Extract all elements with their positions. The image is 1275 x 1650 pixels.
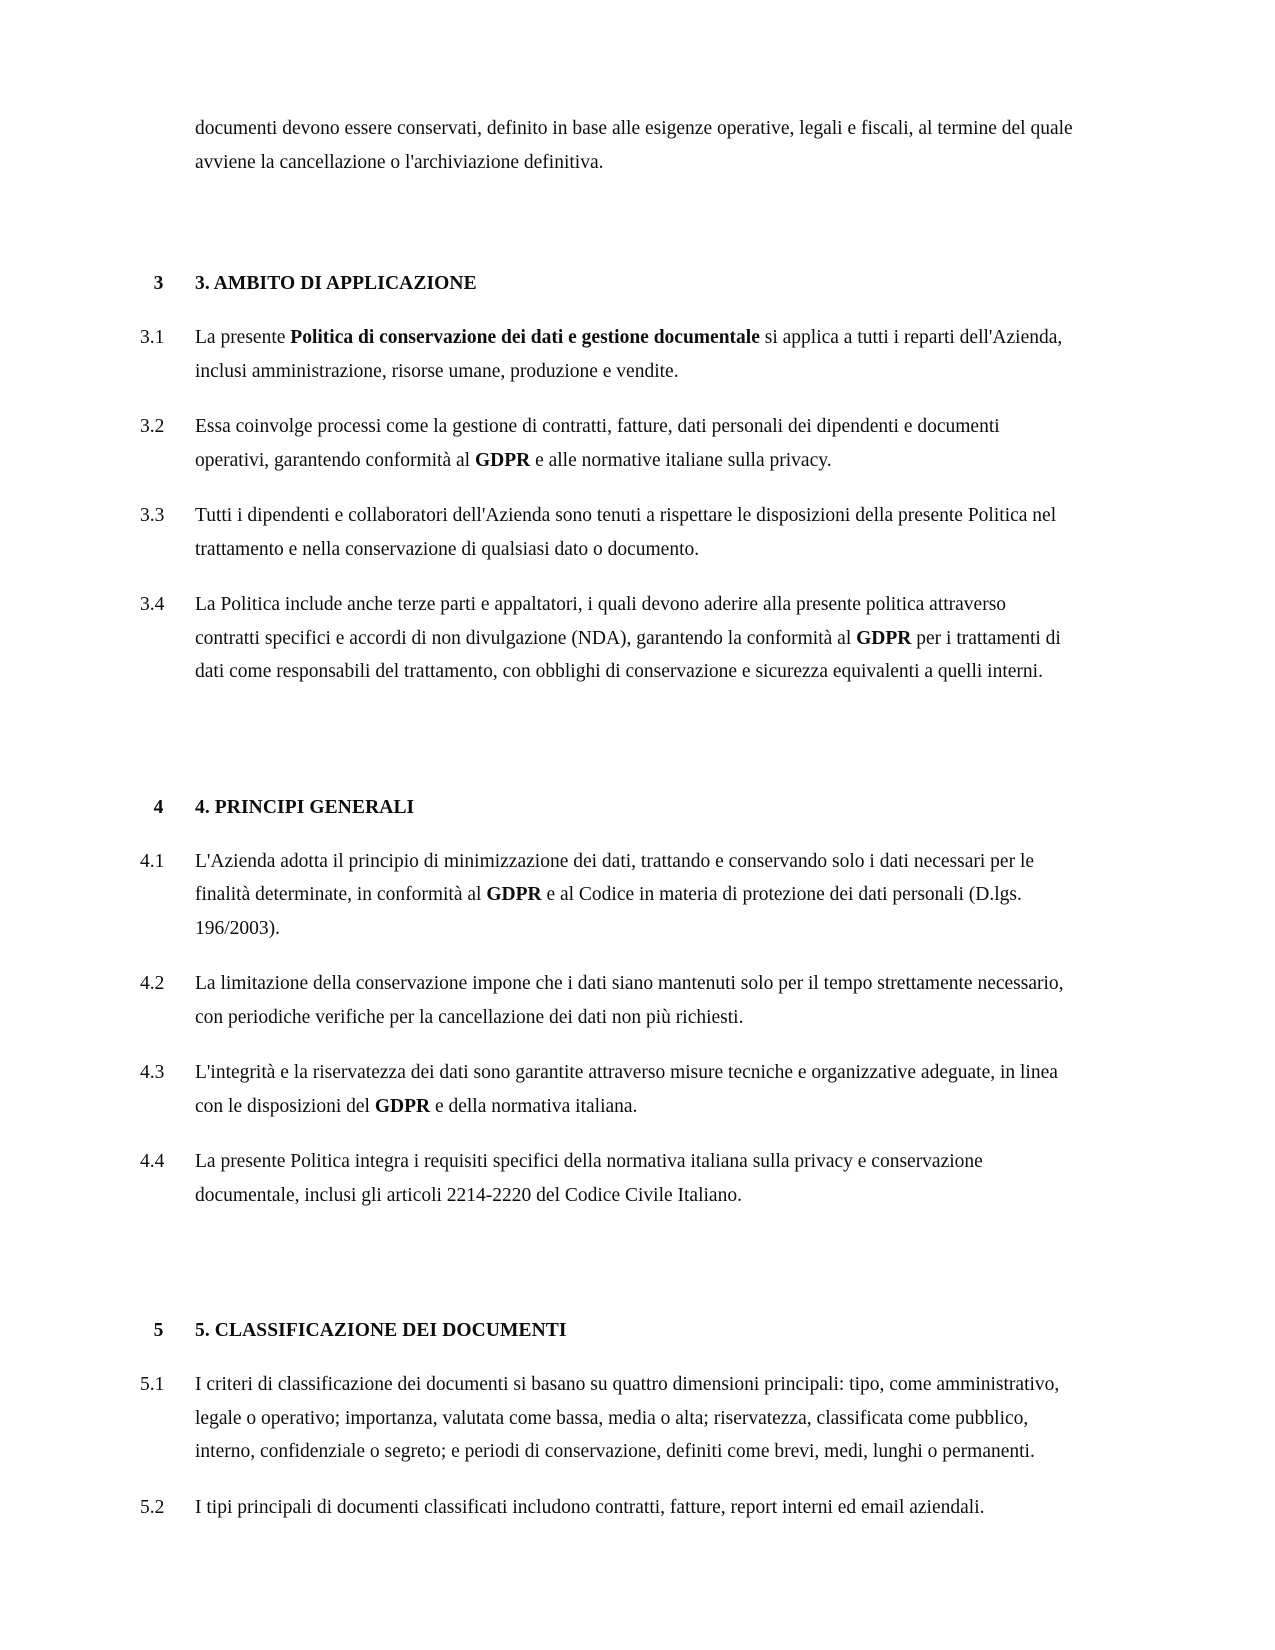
section-number: 5 (153, 1320, 164, 1341)
numbered-paragraph (140, 499, 1075, 566)
lead-paragraph: documenti devono essere conservati, definito in base alle esigenze operative, legali e fiscali, al termine del quale avviene la cancellazione o l'archiviazione definitiva. (195, 118, 1073, 173)
body-text: Tutti i dipendenti e collaboratori dell'Azienda sono tenuti a rispettare le disposizioni della presente Politica nel trattamento e nella conservazione di qualsiasi dato o documento. (195, 505, 1057, 560)
paragraph-text (195, 588, 1075, 689)
paragraph-text (195, 410, 1075, 477)
body-text: I tipi principali di documenti classificati includono contratti, fatture, report interni ed email aziendali. (195, 1496, 985, 1518)
body-text: e della normativa italiana. (430, 1095, 638, 1117)
paragraph-text (195, 845, 1075, 946)
paragraph-number: 4.3 (140, 1062, 165, 1083)
emphasis-text: GDPR (374, 1095, 431, 1117)
emphasis-text: Politica di conservazione dei dati e gestione documentale (290, 327, 760, 348)
emphasis-text: GDPR (474, 449, 531, 471)
section-heading (140, 793, 1075, 823)
section-title: 5. CLASSIFICAZIONE DEI DOCUMENTI (195, 1320, 567, 1341)
numbered-paragraph (140, 1368, 1075, 1469)
paragraph-number: 5.2 (140, 1496, 165, 1518)
body-text: Essa coinvolge processi come la gestione di contratti, fatture, dati personali dei dipendenti e documenti operativi, garantendo conformità al (195, 416, 1000, 471)
paragraph-text (195, 967, 1075, 1034)
body-text: si applica a tutti i reparti dell'Azienda, inclusi amministrazione, risorse umane, produzione e vendite. (195, 327, 1063, 382)
emphasis-text: GDPR (486, 884, 542, 905)
paragraph-number: 3.2 (140, 416, 165, 437)
section-spacer (140, 179, 1075, 223)
paragraph-number: 3.1 (140, 327, 165, 348)
body-text: e al Codice in materia di protezione dei dati personali (D.lgs. 196/2003). (195, 884, 1022, 939)
body-text: L'integrità e la riservatezza dei dati sono garantite attraverso misure tecniche e organizzative adeguate, in linea con le disposizioni del (195, 1062, 1058, 1117)
numbered-paragraph (140, 967, 1075, 1034)
body-text: e alle normative italiane sulla privacy. (530, 449, 832, 471)
paragraph-text (195, 1145, 1075, 1212)
body-text: La presente Politica integra i requisiti specifici della normativa italiana sulla privacy e conservazione documentale, inclusi gli articoli 2214-2220 del Codice Civile Italiano. (195, 1151, 983, 1206)
section-heading (140, 269, 1075, 299)
section-number: 4 (153, 796, 164, 818)
body-text: per i trattamenti di dati come responsabili del trattamento, con obblighi di conservazione e sicurezza equivalenti a quelli interni. (195, 627, 1061, 682)
numbered-paragraph (140, 1491, 1075, 1525)
section-number: 3 (153, 273, 164, 294)
body-text: La Politica include anche terze parti e appaltatori, i quali devono aderire alla presente politica attraverso contratti specifici e accordi di non divulgazione (NDA), garantendo la conformità al (195, 594, 1007, 649)
section-title: 4. PRINCIPI GENERALI (195, 796, 415, 818)
numbered-paragraph (140, 588, 1075, 689)
paragraph-number: 4.4 (140, 1151, 165, 1172)
numbered-paragraph (140, 1145, 1075, 1212)
body-text: L'Azienda adotta il principio di minimizzazione dei dati, trattando e conservando solo i dati necessari per le finalità determinate, in conformità al (195, 850, 1035, 905)
section-title: 3. AMBITO DI APPLICAZIONE (195, 273, 477, 294)
body-text: La limitazione della conservazione impone che i dati siano mantenuti solo per il tempo strettamente necessario, con periodiche verifiche per la cancellazione dei dati non più richiesti. (195, 973, 1064, 1028)
section-heading (140, 1316, 1075, 1346)
numbered-paragraph (140, 845, 1075, 946)
body-text: I criteri di classificazione dei documenti si basano su quattro dimensioni principali: tipo, come amministrativo, legale o operativo; importanza, valutata come bassa, media o alta; riservatezza, classificata come pubblico, interno, confidenziale o segreto; e periodi di conservazione, definiti come brevi, medi, lunghi o permanenti. (195, 1374, 1060, 1462)
paragraph-text (195, 1056, 1075, 1123)
numbered-paragraph (140, 410, 1075, 477)
paragraph-text (195, 321, 1075, 388)
section-spacer (140, 1212, 1075, 1270)
section-spacer (140, 689, 1075, 747)
paragraph-number: 4.2 (140, 973, 165, 994)
emphasis-text: GDPR (856, 627, 912, 649)
numbered-paragraph (140, 1056, 1075, 1123)
paragraph-number: 3.4 (140, 594, 165, 615)
numbered-paragraph (140, 321, 1075, 388)
paragraph-text (195, 1368, 1075, 1469)
paragraph-text (195, 499, 1075, 566)
paragraph-number: 4.1 (140, 850, 165, 872)
body-text: La presente (195, 327, 291, 348)
paragraph-number: 3.3 (140, 505, 165, 526)
paragraph-text (195, 1491, 1075, 1525)
paragraph-number: 5.1 (140, 1374, 165, 1395)
sections-container (140, 179, 1075, 1524)
